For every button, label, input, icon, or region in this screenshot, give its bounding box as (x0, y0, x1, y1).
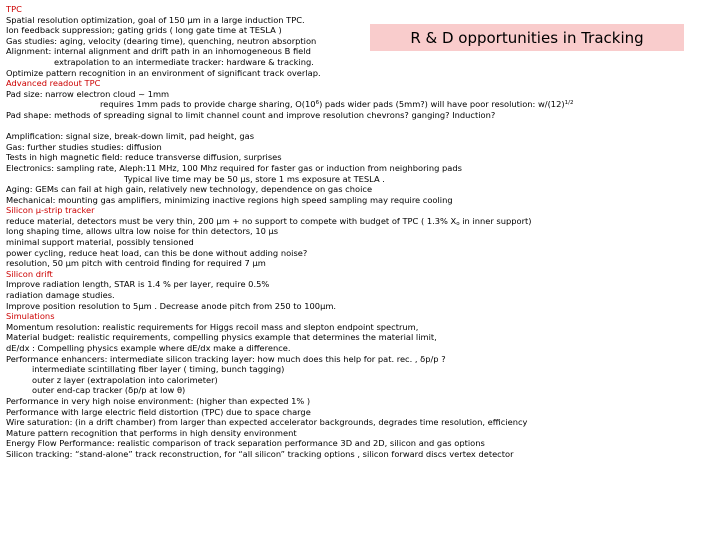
text-line: Mechanical: mounting gas amplifiers, minimizing inactive regions high speed sampling may require cooling (6, 194, 453, 205)
slide-body (6, 4, 714, 460)
text-line: intermediate scintillating fiber layer ( timing, bunch tagging) (32, 364, 285, 375)
text-line: Silicon tracking: “stand-alone” track reconstruction, for “all silicon” tracking options , silicon forward discs vertex detector (6, 448, 514, 459)
text-line: long shaping time, allows ultra low noise for thin detectors, 10 µs (6, 226, 279, 237)
text-line: Improve position resolution to 5µm . Decrease anode pitch from 250 to 100µm. (6, 300, 337, 311)
text-fragment: reduce material, detectors must be very thin, 200 µm + no support to compete with budget of TPC ( 1.3% X (6, 215, 457, 226)
text-line: Alignment: internal alignment and drift path in an inhomogeneous B field (6, 46, 311, 57)
text-line: resolution, 50 µm pitch with centroid finding for required 7 µm (6, 258, 266, 269)
text-line: Typical live time may be 50 µs, store 1 ms exposure at TESLA . (124, 173, 385, 184)
text-line: Momentum resolution: realistic requirements for Higgs recoil mass and slepton endpoint spectrum, (6, 321, 419, 332)
text-fragment: requires 1mm pads to provide charge sharing, O(10 (100, 99, 316, 110)
subscript: o (456, 220, 460, 227)
spacer (6, 121, 714, 132)
text-line: Ion feedback suppression; gating grids ( long gate time at TESLA ) (6, 25, 282, 36)
text-line: outer end-cap tracker (δp/p at low θ) (32, 385, 186, 396)
text-line: extrapolation to an intermediate tracker: hardware & tracking. (54, 56, 314, 67)
text-line: power cycling, reduce heat load, can this be done without adding noise? (6, 247, 308, 258)
heading-advanced-readout-tpc: Advanced readout TPC (6, 78, 101, 89)
text-line: Tests in high magnetic field: reduce transverse diffusion, surprises (6, 152, 282, 163)
text-line: Pad shape: methods of spreading signal to limit channel count and improve resolution chevrons? ganging? Induction? (6, 109, 496, 120)
text-line: outer z layer (extrapolation into calorimeter) (32, 374, 218, 385)
superscript: 6 (315, 100, 320, 107)
heading-tpc: TPC (6, 4, 22, 14)
slide-title: R & D opportunities in Tracking (410, 28, 644, 47)
superscript: 1/2 (564, 100, 574, 107)
text-line: Pad size: narrow electron cloud ~ 1mm (6, 88, 170, 99)
text-line: Performance enhancers: intermediate silicon tracking layer: how much does this help for pat. rec. , δp/p ? (6, 353, 446, 364)
text-line: Wire saturation: (in a drift chamber) from larger than expected accelerator backgrounds, degrades time resolution, efficiency (6, 417, 528, 428)
text-line: Performance in very high noise environment: (higher than expected 1% ) (6, 395, 311, 406)
text-line: Improve radiation length, STAR is 1.4 % per layer, require 0.5% (6, 279, 270, 290)
text-line-pads (6, 99, 714, 110)
heading-simulations: Simulations (6, 311, 55, 322)
heading-silicon-strip: Silicon µ-strip tracker (6, 205, 95, 216)
text-line: Amplification: signal size, break-down limit, pad height, gas (6, 131, 255, 142)
text-line: Gas: further studies studies: diffusion (6, 141, 162, 152)
text-line: Gas studies: aging, velocity (dearing time), quenching, neutron absorption (6, 35, 317, 46)
text-line: Mature pattern recognition that performs in high density environment (6, 427, 297, 438)
text-line: Energy Flow Performance: realistic comparison of track separation performance 3D and 2D, silicon and gas options (6, 438, 485, 449)
text-line: Material budget: realistic requirements, compelling physics example that determines the material limit, (6, 332, 437, 343)
text-line: Aging: GEMs can fail at high gain, relatively new technology, dependence on gas choice (6, 184, 373, 195)
text-fragment: ) pads wider pads (5mm?) will have poor resolution: w/(12) (319, 99, 565, 110)
text-line: Electronics: sampling rate, Aleph:11 MHz, 100 Mhz required for faster gas or induction from neighboring pads (6, 162, 462, 173)
text-line: radiation damage studies. (6, 290, 115, 301)
text-line-material (6, 216, 714, 227)
text-line: Performance with large electric field distortion (TPC) due to space charge (6, 406, 311, 417)
text-line: Spatial resolution optimization, goal of 150 µm in a large induction TPC. (6, 14, 305, 25)
text-fragment: in inner support) (459, 215, 532, 226)
heading-silicon-drift: Silicon drift (6, 268, 53, 279)
text-line: Optimize pattern recognition in an environment of significant track overlap. (6, 67, 321, 78)
text-line: dE/dx : Compelling physics example where dE/dx make a difference. (6, 343, 291, 353)
text-line: minimal support material, possibly tensioned (6, 237, 194, 248)
